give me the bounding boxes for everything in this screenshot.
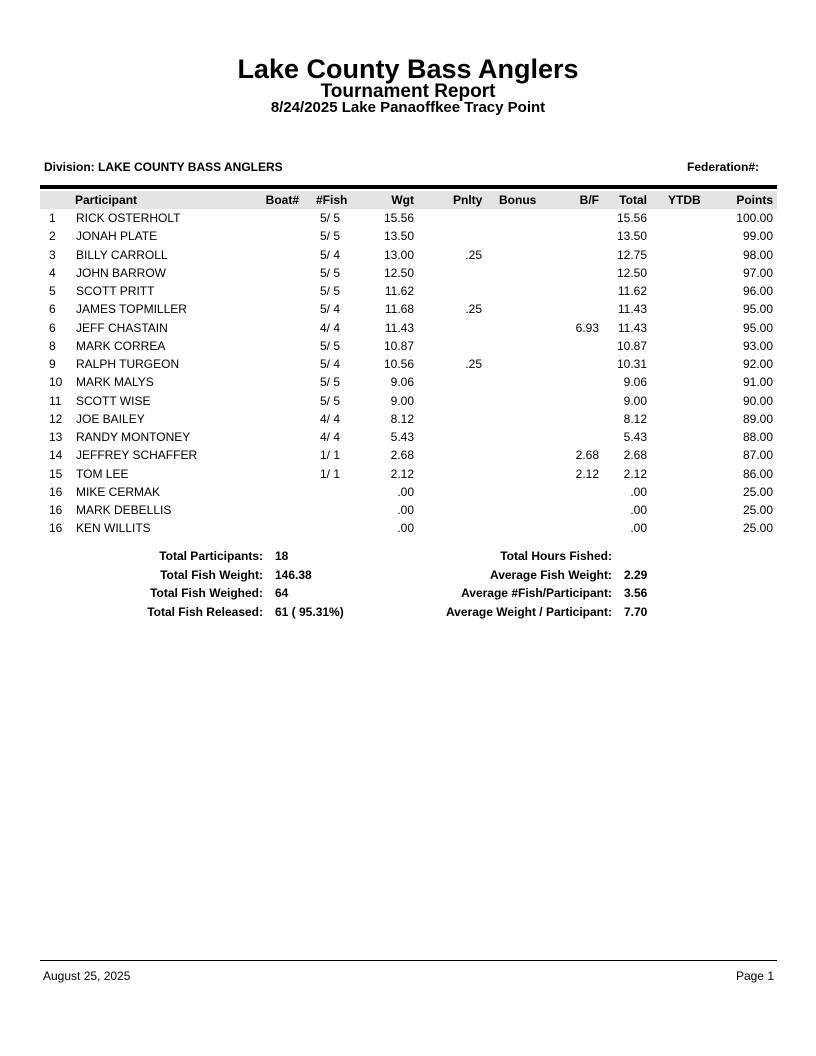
summary-left-label: Total Fish Weight: [160,567,263,582]
table-row [40,209,777,227]
summary-left-value: 146.38 [275,567,312,582]
cell-total: 11.62 [617,284,647,298]
table-row [40,300,777,318]
cell-points: 97.00 [742,265,773,280]
cell-points: 25.00 [742,484,773,499]
cell-participant: MARK MALYS [76,375,154,390]
cell-total: .00 [630,503,647,517]
cell-total: .00 [630,521,647,536]
cell-weight: 11.43 [384,320,414,335]
cell-total: 9.06 [623,375,647,390]
cell-total: 15.56 [616,211,647,225]
cell-big-fish: 2.12 [575,466,599,481]
cell-points: 95.00 [742,302,773,317]
cell-points: 93.00 [742,338,773,353]
table-row [40,227,777,245]
cell-place: 16 [49,503,63,517]
cell-participant: RANDY MONTONEY [76,430,191,444]
cell-weight: 15.56 [383,211,414,225]
cell-total: 12.50 [616,265,647,280]
cell-place: 5 [49,284,56,298]
col-header-points: Points [736,193,773,207]
cell-total: 2.68 [623,448,647,463]
division-label: Division: LAKE COUNTY BASS ANGLERS [44,160,283,174]
cell-weight: .00 [397,521,414,536]
summary-right-label: Total Hours Fished: [500,549,612,563]
cell-total: 5.43 [623,430,647,444]
cell-participant: RALPH TURGEON [76,357,180,371]
table-row [40,501,777,519]
cell-total: 11.43 [617,302,647,317]
cell-fish: 5/ 5 [320,211,341,225]
cell-points: 88.00 [742,430,773,444]
cell-big-fish: 2.68 [575,448,599,463]
cell-weight: 9.06 [390,375,414,390]
cell-fish: 4/ 4 [320,430,341,444]
cell-points: 95.00 [742,320,773,335]
cell-fish: 5/ 5 [320,338,341,353]
cell-total: 9.00 [623,393,647,408]
cell-participant: JOE BAILEY [76,411,145,426]
col-header-boat: Boat# [265,193,299,207]
footer-page: Page 1 [735,969,774,983]
cell-weight: 9.00 [390,393,414,408]
cell-weight: 13.50 [383,229,414,244]
cell-weight: .00 [397,484,414,499]
table-row [40,428,777,446]
cell-total: 12.75 [616,247,647,262]
cell-weight: 2.68 [390,448,414,463]
cell-place: 6 [49,302,56,317]
cell-points: 87.00 [742,448,773,463]
summary-right-label: Average Fish Weight: [489,567,612,582]
col-header-bf: B/F [579,193,599,207]
col-header-ytdb: YTDB [668,193,701,207]
col-header-total: Total [619,193,647,207]
cell-fish: 4/ 4 [320,411,341,426]
cell-place: 3 [49,247,56,262]
cell-participant: BILLY CARROLL [76,247,168,262]
cell-fish: 5/ 5 [320,265,341,280]
footer-date: August 25, 2025 [43,969,131,983]
cell-place: 1 [49,211,56,225]
table-row [40,483,777,501]
table-row [40,465,777,483]
cell-points: 96.00 [742,284,773,298]
table-row [40,446,777,464]
cell-points: 25.00 [742,503,773,517]
cell-points: 25.00 [742,521,773,536]
cell-fish: 5/ 4 [320,247,341,262]
cell-points: 98.00 [742,247,773,262]
table-row [40,337,777,355]
table-row [40,264,777,282]
cell-weight: 10.56 [383,357,414,371]
cell-participant: TOM LEE [76,466,129,481]
cell-participant: MARK DEBELLIS [76,503,172,517]
cell-fish: 5/ 4 [320,302,341,317]
cell-weight: 11.68 [384,302,414,317]
cell-participant: JOHN BARROW [76,265,166,280]
summary-right-label: Average Weight / Participant: [445,604,612,619]
cell-big-fish: 6.93 [575,320,599,335]
cell-penalty: .25 [465,302,482,317]
report-subtitle: Tournament Report [320,81,496,102]
federation-label: Federation#: [686,160,759,174]
cell-fish: 1/ 1 [320,448,341,463]
cell-points: 89.00 [742,411,773,426]
cell-penalty: .25 [465,357,482,371]
col-header-pnlty: Pnlty [453,193,483,207]
cell-total: 8.12 [623,411,647,426]
cell-place: 11 [49,393,62,408]
cell-place: 6 [49,320,56,335]
cell-place: 16 [49,521,63,536]
table-row [40,519,777,537]
table-row [40,246,777,264]
cell-participant: RICK OSTERHOLT [76,211,181,225]
table-row [40,355,777,373]
cell-place: 16 [49,484,63,499]
cell-fish: 5/ 5 [320,229,341,244]
cell-weight: 2.12 [390,466,414,481]
cell-weight: 10.87 [383,338,414,353]
cell-participant: JEFF CHASTAIN [76,320,168,335]
cell-weight: .00 [397,503,414,517]
cell-fish: 4/ 4 [320,320,341,335]
cell-place: 8 [49,338,56,353]
summary-left-label: Total Participants: [159,549,263,563]
cell-points: 92.00 [742,357,773,371]
table-row [40,392,777,410]
cell-place: 15 [49,466,63,481]
summary-left-label: Total Fish Released: [147,604,263,619]
cell-participant: JAMES TOPMILLER [76,302,187,317]
cell-weight: 8.12 [390,411,414,426]
cell-fish: 5/ 5 [320,393,341,408]
cell-place: 4 [49,265,56,280]
cell-fish: 5/ 5 [320,375,341,390]
summary-right-value: 2.29 [624,567,648,582]
cell-total: 2.12 [623,466,647,481]
cell-place: 9 [49,357,56,371]
col-header-participant: Participant [75,193,138,207]
cell-points: 86.00 [742,466,773,481]
cell-place: 10 [49,375,63,390]
table-row [40,410,777,428]
table-row [40,373,777,391]
event-line: 8/24/2025 Lake Panaoffkee Tracy Point [270,99,546,116]
report-title: Lake County Bass Anglers [237,54,579,84]
cell-points: 91.00 [742,375,773,390]
cell-place: 14 [49,448,63,463]
summary-left-value: 64 [275,586,289,600]
cell-weight: 12.50 [383,265,414,280]
cell-place: 13 [49,430,63,444]
header-rule [40,185,777,189]
cell-participant: MIKE CERMAK [76,484,161,499]
summary-left-value: 61 ( 95.31%) [275,604,344,619]
cell-participant: JONAH PLATE [76,229,158,244]
cell-participant: JEFFREY SCHAFFER [76,448,198,463]
summary-left-label: Total Fish Weighed: [150,586,263,600]
cell-total: 13.50 [616,229,647,244]
col-header-bonus: Bonus [499,193,537,207]
summary-left-value: 18 [275,549,289,563]
cell-place: 12 [49,411,63,426]
cell-points: 99.00 [742,229,773,244]
cell-weight: 11.62 [384,284,414,298]
summary-right-label: Average #Fish/Participant: [461,586,612,600]
cell-weight: 5.43 [390,430,414,444]
footer-rule [40,960,777,961]
cell-participant: KEN WILLITS [76,521,151,536]
cell-participant: SCOTT WISE [76,393,151,408]
cell-total: .00 [630,484,647,499]
cell-points: 100.00 [736,211,773,225]
col-header-wgt: Wgt [391,193,414,207]
col-header-fish: #Fish [316,193,348,207]
cell-fish: 1/ 1 [320,466,341,481]
cell-fish: 5/ 5 [320,284,341,298]
cell-weight: 13.00 [383,247,414,262]
table-row [40,282,777,300]
cell-points: 90.00 [742,393,773,408]
cell-fish: 5/ 4 [320,357,341,371]
cell-total: 11.43 [617,320,647,335]
cell-place: 2 [49,229,56,244]
summary-right-value: 3.56 [624,586,648,600]
cell-penalty: .25 [465,247,482,262]
summary-right-value: 7.70 [624,604,648,619]
cell-participant: SCOTT PRITT [76,284,155,298]
table-row [40,319,777,337]
cell-total: 10.31 [616,357,647,371]
cell-total: 10.87 [616,338,647,353]
cell-participant: MARK CORREA [76,338,166,353]
